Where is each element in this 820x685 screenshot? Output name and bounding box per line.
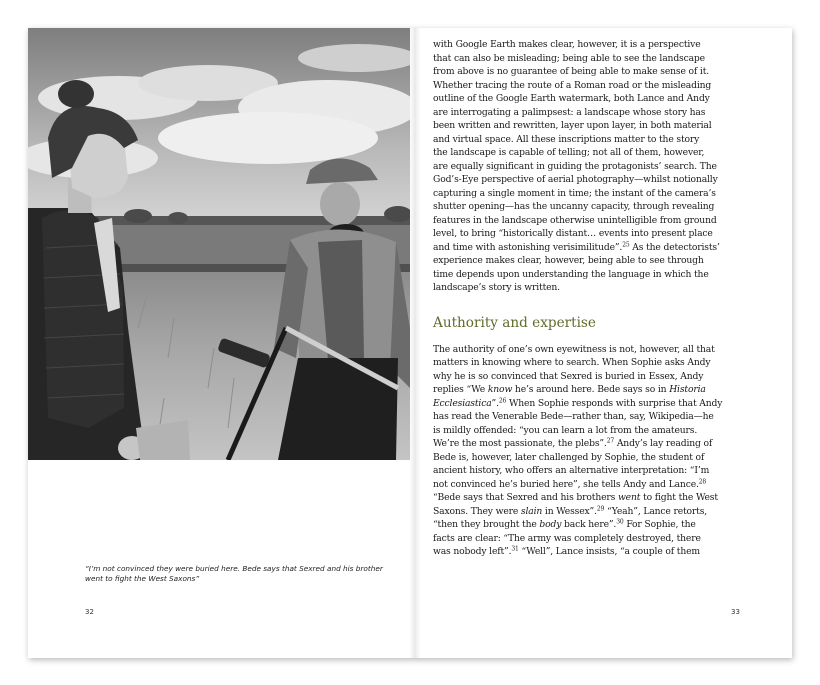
- text-line: The authority of one’s own eyewitness is not, however, all that: [433, 343, 715, 355]
- caption-line: “I’m not convinced they were buried here. Bede says that Sexred and his brother: [85, 564, 383, 573]
- text-line: Bede is, however, later challenged by Sophie, the student of: [433, 451, 705, 463]
- text-line: outline of the Google Earth watermark, both Lance and Andy: [433, 93, 710, 104]
- text-line: from above is no guarantee of being able to make sense of it.: [433, 66, 710, 77]
- text-line: replies “We know he’s around here. Bede says so in Historia: [433, 384, 706, 395]
- photograph-detectorists: [28, 28, 410, 460]
- text-line: capturing a single moment in time; the instant of the camera’s: [433, 187, 716, 199]
- text-line: Whether tracing the route of a Roman road or the misleading: [433, 79, 712, 91]
- text-line: shutter opening—has the uncanny capacity, through revealing: [433, 201, 715, 212]
- text-line: and virtual space. All these inscriptions matter to the story: [433, 133, 700, 145]
- body-text: [433, 38, 733, 559]
- book-spine: [409, 28, 421, 658]
- page-number-right: 33: [731, 608, 740, 616]
- text-line: features in the landscape otherwise unintelligible from ground: [433, 214, 717, 226]
- text-line: is mildly offended: “you can learn a lot from the amateurs.: [433, 424, 698, 436]
- text-line: are interrogating a palimpsest: a landscape whose story has: [433, 106, 706, 118]
- text-line: Saxons. They were slain in Wessex”.$^{29}$ “Yeah”, Lance retorts,: [433, 505, 708, 517]
- section-heading: Authority and expertise: [433, 314, 596, 331]
- text-line: why he is so convinced that Sexred is buried in Essex, Andy: [433, 370, 704, 382]
- text-line: matters in knowing where to search. When Sophie asks Andy: [433, 357, 711, 368]
- text-line: been written and rewritten, layer upon layer, in both material: [433, 120, 712, 131]
- text-line: the landscape is capable of telling; not all of them, however,: [433, 147, 705, 158]
- text-line: time depends upon understanding the language in which the: [433, 268, 709, 280]
- text-line: “Bede says that Sexred and his brothers went to fight the West: [433, 492, 718, 503]
- text-line: was nobody left”.$^{31}$ “Well”, Lance insists, “a couple of them: [433, 545, 700, 557]
- text-line: and time with astonishing verisimilitude”.$^{25}$ As the detectorists’: [433, 241, 720, 253]
- text-line: experience makes clear, however, being able to see through: [433, 255, 704, 266]
- text-line: are equally significant in guiding the protagonists’ search. The: [433, 160, 717, 172]
- text-line: ancient history, who offers an alternative interpretation: “I’m: [433, 465, 710, 476]
- text-line: Ecclesiastica”.$^{26}$ When Sophie responds with surprise that Andy: [433, 397, 723, 409]
- text-line: has read the Venerable Bede—rather than, say, Wikipedia—he: [433, 411, 714, 422]
- text-line: not convinced he’s buried here”, she tells Andy and Lance.$^{28}$: [433, 478, 707, 490]
- text-line: with Google Earth makes clear, however, it is a perspective: [433, 39, 701, 50]
- text-line: We’re the most passionate, the plebs”.$^{27}$ Andy’s lay reading of: [433, 437, 713, 449]
- text-line: that can also be misleading; being able to see the landscape: [433, 52, 705, 64]
- caption-line: went to fight the West Saxons”: [85, 574, 200, 583]
- page-number-left: 32: [85, 608, 94, 616]
- text-line: landscape’s story is written.: [433, 282, 560, 293]
- photo-caption: [85, 564, 385, 584]
- text-line: level, to bring “historically distant… events into present place: [433, 228, 713, 239]
- text-line: facts are clear: “The army was completely destroyed, there: [433, 532, 701, 544]
- text-line: “then they brought the body back here”.$^{30}$ For Sophie, the: [433, 518, 696, 530]
- text-line: God’s-Eye perspective of aerial photography—whilst notionally: [433, 174, 718, 185]
- paragraph-after: [433, 343, 733, 559]
- paragraph-before: [433, 38, 733, 295]
